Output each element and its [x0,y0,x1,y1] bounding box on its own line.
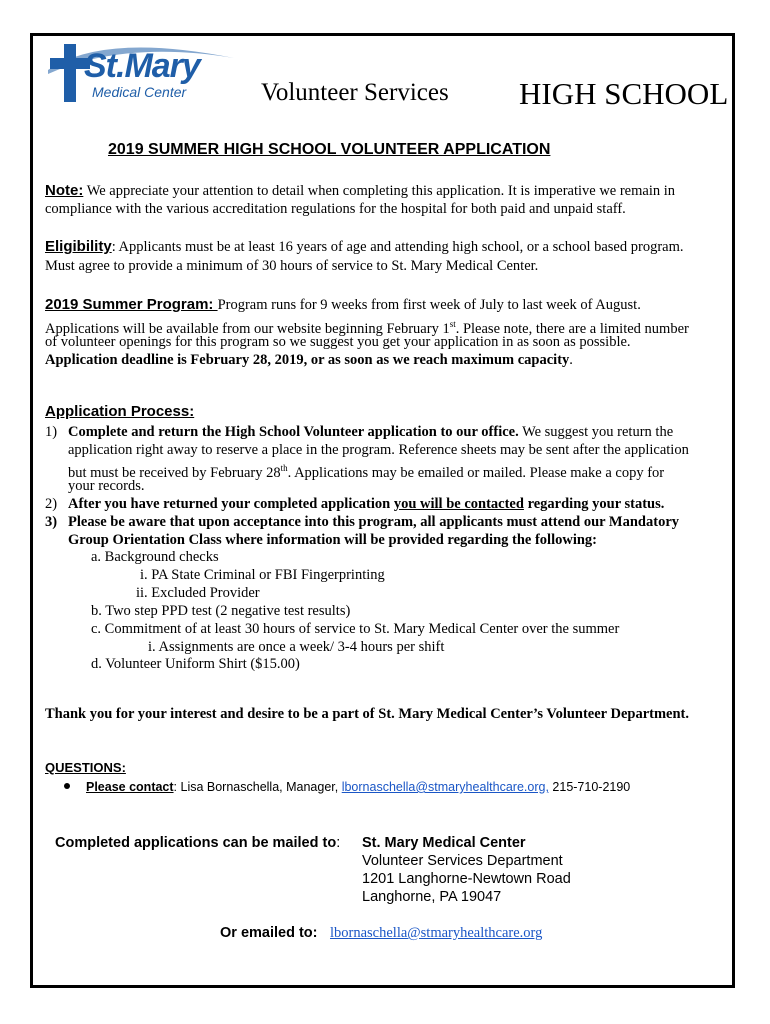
summer-line-1: Program runs for 9 weeks from first week of July to last week of August. [217,297,641,313]
application-deadline: Application deadline is February 28, 2019, or as soon as we reach maximum capacity [45,352,570,368]
note-paragraph [45,182,735,200]
subitem-commitment: c. Commitment of at least 30 hours of service to St. Mary Medical Center over the summer [91,621,620,637]
contact-label: Please contact [86,780,174,794]
summer-line-3: of volunteer openings for this program so we suggest you get your application in as soon as possible. [45,334,631,350]
mailing-org: St. Mary Medical Center [362,835,526,851]
application-email-link[interactable]: lbornaschella@stmaryhealthcare.org [330,925,543,941]
mailing-city: Langhorne, PA 19047 [362,889,502,905]
eligibility-paragraph [45,238,735,256]
summer-line-2: Applications will be available from our website beginning February 1st. Please note, there are a limited number [45,319,689,337]
note-line-1: We appreciate your attention to detail when completing this application. It is imperative we remain in [86,183,676,199]
eligibility-line-2: Must agree to provide a minimum of 30 hours of service to St. Mary Medical Center. [45,258,539,274]
process-item-3: 3) Please be aware that upon acceptance into this program, all applicants must attend our Mandatory [45,514,680,530]
summer-line-4: Application deadline is February 28, 2019, or as soon as we reach maximum capacity. [45,352,573,368]
contact-line: Please contact: Lisa Bornaschella, Manager, lbornaschella@stmaryhealthcare.org, 215-710-2190 [64,779,630,795]
logo-name: St.Mary [84,47,200,85]
note-label: Note: [45,182,84,199]
process-item-1-line-2: application right away to reserve a place in the program. Reference sheets may be sent after the application [68,442,689,458]
summer-program-paragraph [45,296,735,314]
contact-phone: 215-710-2190 [548,780,631,794]
process-item-1-line-3: but must be received by February 28th. Applications may be emailed or mailed. Please make a copy for [68,463,665,481]
st-mary-logo [44,40,239,106]
process-item-1: 1) Complete and return the High School Volunteer application to our office. We suggest you return the [45,424,674,440]
subitem-ppd-test: b. Two step PPD test (2 negative test results) [91,603,351,619]
subitem-assignments: i. Assignments are once a week/ 3-4 hours per shift [148,639,445,655]
program-title: HIGH SCHOOL [519,76,729,111]
bullet-icon [64,783,70,789]
questions-label: QUESTIONS: [45,760,126,775]
logo-subtitle: Medical Center [92,84,187,100]
department-title: Volunteer Services [261,79,449,106]
mailing-label: Completed applications can be mailed to: [55,835,341,851]
page-title: 2019 SUMMER HIGH SCHOOL VOLUNTEER APPLICATION [108,141,551,158]
process-label: Application Process: [45,403,195,420]
email-label: Or emailed to: [220,925,318,941]
subitem-fingerprinting: i. PA State Criminal or FBI Fingerprinting [140,567,385,583]
process-item-2: 2) After you have returned your completed application you will be contacted regarding your status. [45,496,665,512]
subitem-excluded-provider: ii. Excluded Provider [136,585,260,601]
summer-program-label: 2019 Summer Program: [45,296,218,313]
note-line-2: compliance with the various accreditation regulations for the hospital for both paid and unpaid staff. [45,201,626,217]
eligibility-label: Eligibility [45,238,112,255]
subitem-background-checks: a. Background checks [91,549,219,565]
mailing-street: 1201 Langhorne-Newtown Road [362,871,571,887]
mailing-dept: Volunteer Services Department [362,853,563,869]
thank-you-note: Thank you for your interest and desire to be a part of St. Mary Medical Center’s Volunteer Department. [45,706,689,722]
eligibility-line-1: : Applicants must be at least 16 years of age and attending high school, or a school based program. [111,239,684,255]
subitem-uniform-shirt: d. Volunteer Uniform Shirt ($15.00) [91,656,300,672]
contact-email-link[interactable]: lbornaschella@stmaryhealthcare.org, [341,780,549,794]
process-item-3-line-2: Group Orientation Class where information will be provided regarding the following: [68,532,597,548]
process-item-1-line-4: your records. [68,478,145,494]
